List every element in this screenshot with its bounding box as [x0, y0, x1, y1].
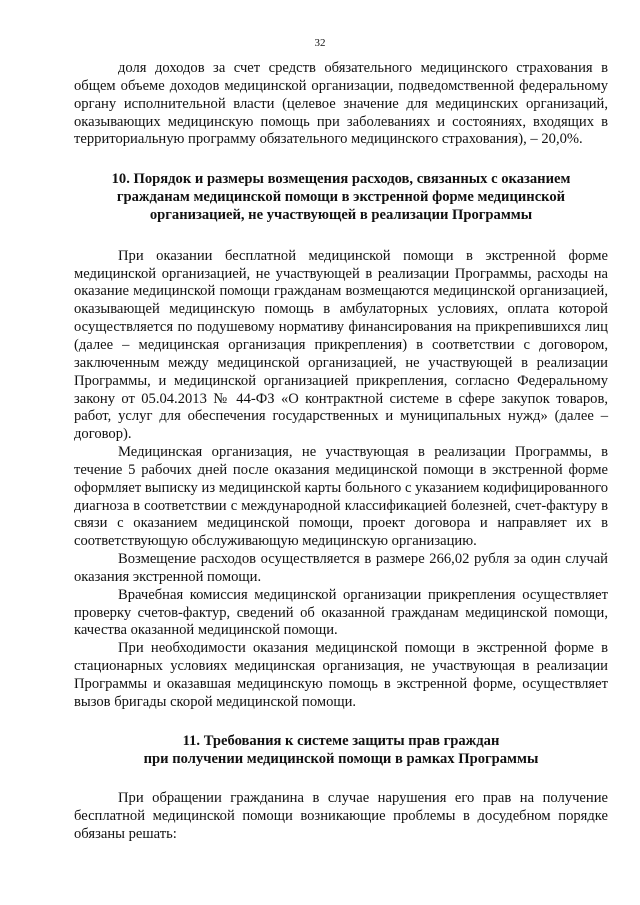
document-body	[74, 60, 608, 844]
section-11-paragraph: При обращении гражданина в случае нарушения его прав на получение бесплатной медицинской помощи возникающие проблемы в досудебном порядке обязаны решать:	[74, 790, 608, 843]
spacer	[74, 768, 608, 790]
section-10-heading: 10. Порядок и размеры возмещения расходов, связанных с оказанием гражданам медицинской помощи в экстренной форме медицинской организацией, не участвующей в реализации Программы	[111, 171, 571, 223]
section-10-paragraph: При оказании бесплатной медицинской помощи в экстренной форме медицинской организацией, не участвующей в реализации Программы, расходы на оказание медицинской помощи гражданам возмещаются медицинской организацией, оказывающей медицинскую помощь в амбулаторных условиях, оплата которой осуществляется по подушевому нормативу финансирования на прикрепившихся лиц (далее – медицинская организация прикрепления) в соответствии с договором, заключенным между медицинской организацией, не участвующей в реализации Программы, и медицинской организацией прикрепления, согласно Федеральному закону от 05.04.2013 № 44-ФЗ «О контрактной системе в сфере закупок товаров, работ, услуг для обеспечения государственных и муниципальных нужд» (далее – договор).	[74, 247, 608, 443]
page-number: 32	[314, 37, 326, 49]
spacer	[74, 149, 608, 171]
intro-paragraph: доля доходов за счет средств обязательного медицинского страхования в общем объеме доходов медицинской организации, подведомственной федеральному органу исполнительной власти (целевое значение для медицинских организаций, оказывающих медицинскую помощь при заболеваниях и состояниях, входящих в территориальную программу обязательного медицинского страхования), – 20,0%.	[74, 60, 608, 148]
section-10-paragraph: Врачебная комиссия медицинской организации прикрепления осуществляет проверку счетов-фактур, сведений об оказанной гражданам медицинской помощи, качества оказанной медицинской помощи.	[74, 586, 608, 639]
section-11-heading	[74, 733, 608, 769]
section-10-paragraph: При необходимости оказания медицинской помощи в экстренной форме в стационарных условиях медицинская организация, не участвующая в реализации Программы и оказавшая медицинскую помощь в экстренной форме, осуществляет вызов бригады скорой медицинской помощи.	[74, 640, 608, 710]
section-11-heading-line-1: 11. Требования к системе защиты прав граждан	[182, 732, 500, 749]
spacer	[74, 712, 608, 733]
section-10-paragraph: Возмещение расходов осуществляется в размере 266,02 рубля за один случай оказания экстренной помощи.	[74, 551, 608, 585]
spacer	[74, 225, 608, 248]
section-11-heading-line-2: при получении медицинской помощи в рамках Программы	[143, 750, 539, 767]
section-10-paragraph: Медицинская организация, не участвующая в реализации Программы, в течение 5 рабочих дней после оказания медицинской помощи в экстренной форме оформляет выписку из медицинской карты больного с указанием кодифицированного диагноза в соответствии с международной классификацией болезней, счет-фактуру в связи с оказанием медицинской помощи, проект договора и направляет их в соответствующую обслуживающую медицинскую организацию.	[74, 444, 608, 550]
